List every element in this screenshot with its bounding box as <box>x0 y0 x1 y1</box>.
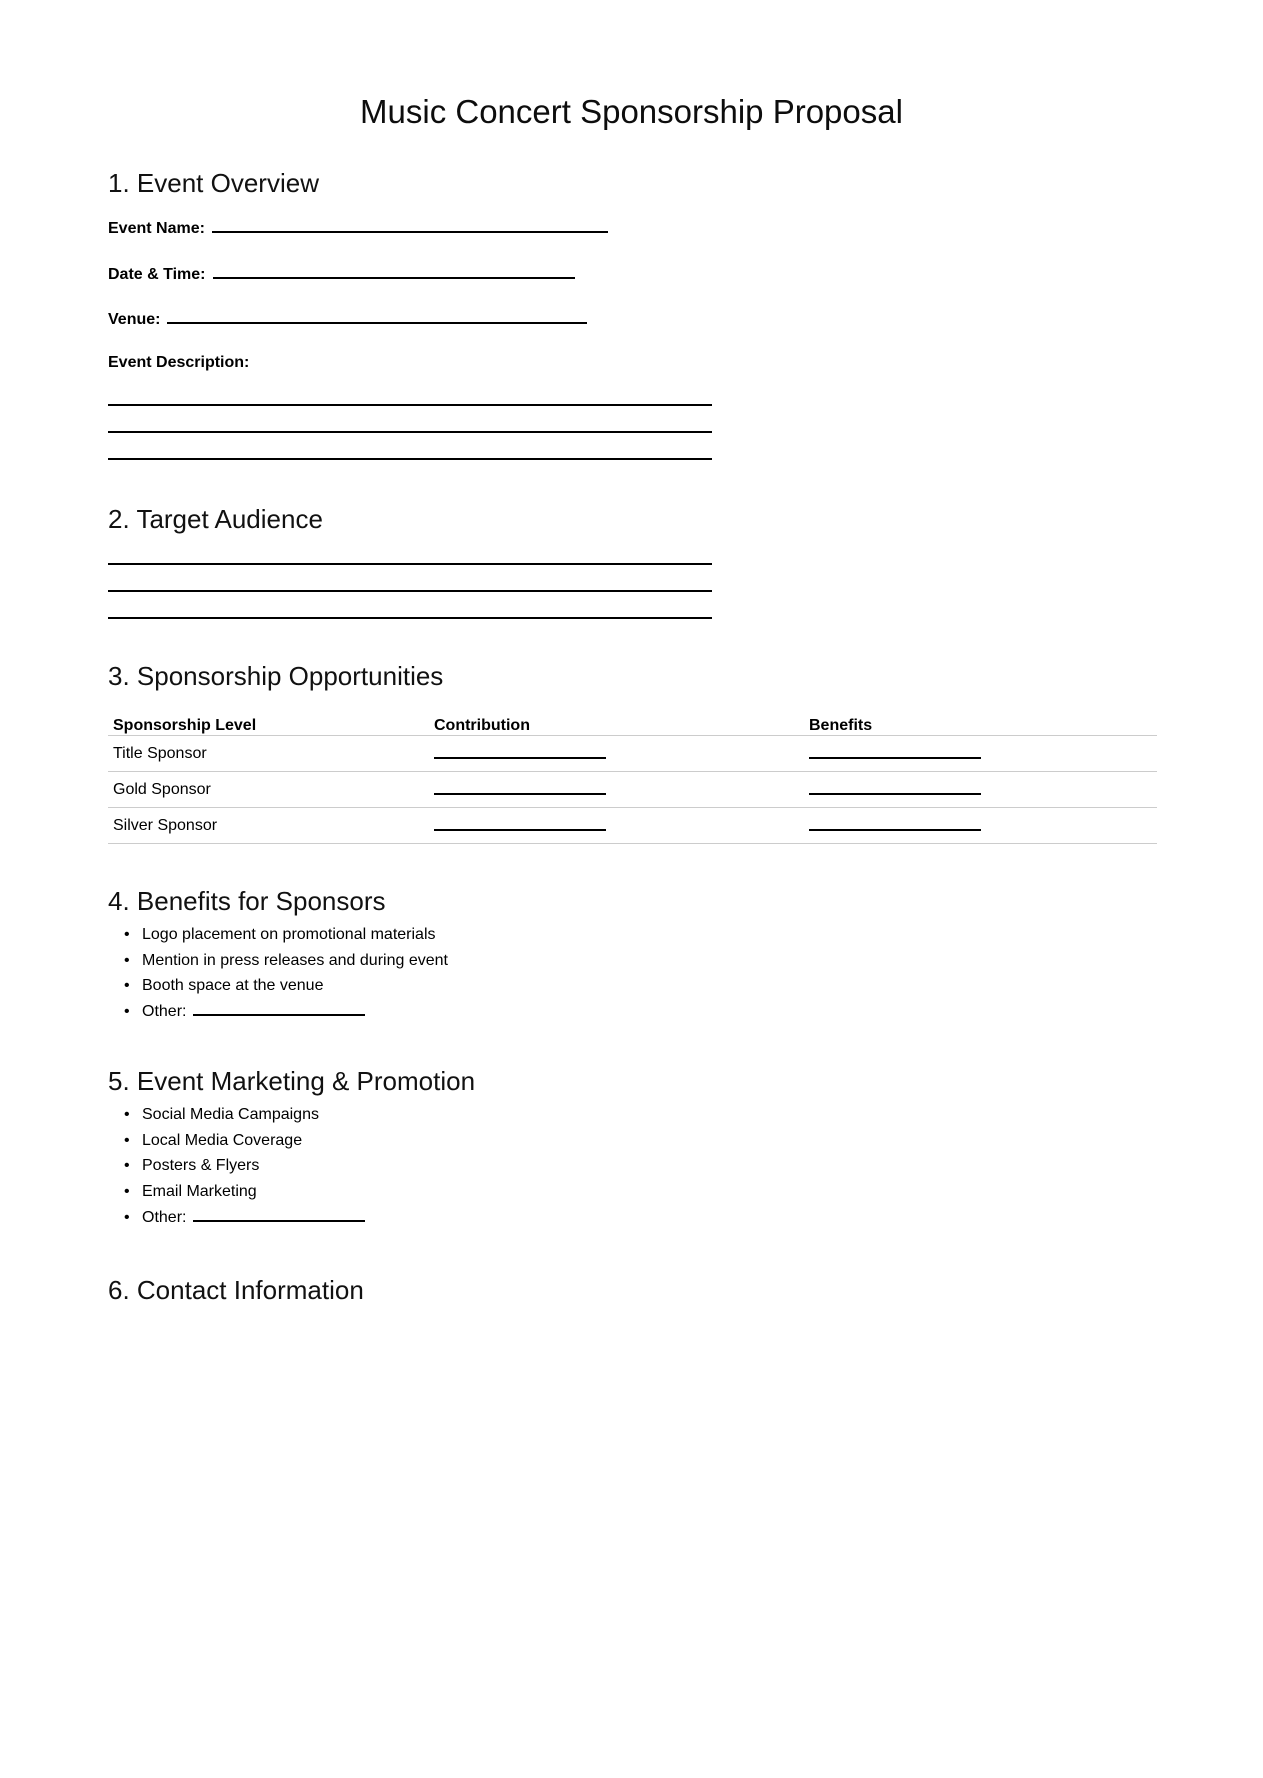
bullet-icon: • <box>124 1003 130 1021</box>
bullet-icon: • <box>124 1183 130 1201</box>
section-heading-sponsorship-opportunities: 3. Sponsorship Opportunities <box>108 661 444 691</box>
benefits-cell <box>809 815 1157 836</box>
contribution-cell <box>434 743 809 764</box>
writing-line[interactable] <box>108 563 712 565</box>
benefits-cell <box>809 743 1157 764</box>
table-row <box>108 736 1157 772</box>
bullet-icon: • <box>124 951 130 969</box>
contribution-cell <box>434 815 809 836</box>
sponsorship-table <box>108 706 1157 844</box>
other-blank[interactable] <box>193 1002 365 1016</box>
date-time-label: Date & Time: <box>108 266 206 283</box>
sponsorship-table-header <box>108 706 1157 736</box>
contribution-blank[interactable] <box>434 793 606 795</box>
benefits-blank[interactable] <box>809 793 981 795</box>
section-heading-target-audience: 2. Target Audience <box>108 504 323 534</box>
benefits-blank[interactable] <box>809 829 981 831</box>
section-heading-event-marketing: 5. Event Marketing & Promotion <box>108 1066 476 1096</box>
list-item-text: Local Media Coverage <box>142 1131 303 1149</box>
writing-line[interactable] <box>108 617 712 619</box>
list-item-text: Booth space at the venue <box>142 977 324 995</box>
section-heading-benefits-for-sponsors: 4. Benefits for Sponsors <box>108 886 386 916</box>
column-header-level: Sponsorship Level <box>113 717 257 734</box>
bullet-icon: • <box>124 926 130 943</box>
benefits-blank[interactable] <box>809 757 981 759</box>
list-item-text: Posters & Flyers <box>142 1157 260 1175</box>
venue-label: Venue: <box>108 311 161 328</box>
list-item-text: Logo placement on promotional materials <box>142 926 436 943</box>
row-level-label: Silver Sponsor <box>113 816 218 834</box>
list-item <box>124 1179 365 1205</box>
benefits-list <box>124 922 448 1025</box>
bullet-icon: • <box>124 1131 130 1149</box>
benefits-cell <box>809 779 1157 800</box>
list-item <box>124 1153 365 1179</box>
list-item <box>124 922 448 948</box>
list-item-text: Social Media Campaigns <box>142 1106 319 1123</box>
other-label: Other: <box>142 1003 187 1021</box>
field-event-description <box>108 353 249 373</box>
document-title: Music Concert Sponsorship Proposal <box>360 93 903 130</box>
field-date-time <box>108 264 575 285</box>
contribution-cell <box>434 779 809 800</box>
writing-line[interactable] <box>108 404 712 406</box>
table-row <box>108 808 1157 844</box>
section-heading-contact-information: 6. Contact Information <box>108 1275 364 1305</box>
contribution-blank[interactable] <box>434 829 606 831</box>
contribution-blank[interactable] <box>434 757 606 759</box>
event-description-label: Event Description: <box>108 354 250 371</box>
column-header-contribution: Contribution <box>434 717 530 734</box>
list-item-text: Mention in press releases and during event <box>142 951 448 969</box>
other-blank[interactable] <box>193 1208 365 1222</box>
field-event-name <box>108 218 608 239</box>
section-heading-event-overview: 1. Event Overview <box>108 168 319 198</box>
list-item-text: Email Marketing <box>142 1183 257 1201</box>
marketing-list <box>124 1102 365 1231</box>
bullet-icon: • <box>124 1106 130 1123</box>
list-item <box>124 948 448 974</box>
list-item-other <box>124 999 448 1025</box>
bullet-icon: • <box>124 977 130 995</box>
bullet-icon: • <box>124 1157 130 1175</box>
date-time-blank[interactable] <box>213 264 575 279</box>
row-level-label: Title Sponsor <box>113 744 207 762</box>
field-venue <box>108 309 587 330</box>
other-label: Other: <box>142 1208 187 1226</box>
event-name-label: Event Name: <box>108 220 205 237</box>
list-item <box>124 1128 365 1154</box>
list-item <box>124 1102 365 1128</box>
bullet-icon: • <box>124 1208 130 1226</box>
writing-line[interactable] <box>108 458 712 460</box>
writing-line[interactable] <box>108 590 712 592</box>
writing-line[interactable] <box>108 431 712 433</box>
column-header-benefits: Benefits <box>809 717 873 734</box>
venue-blank[interactable] <box>167 309 587 324</box>
list-item-other <box>124 1205 365 1231</box>
list-item <box>124 973 448 999</box>
event-name-blank[interactable] <box>212 218 608 233</box>
table-row <box>108 772 1157 808</box>
row-level-label: Gold Sponsor <box>113 780 211 798</box>
